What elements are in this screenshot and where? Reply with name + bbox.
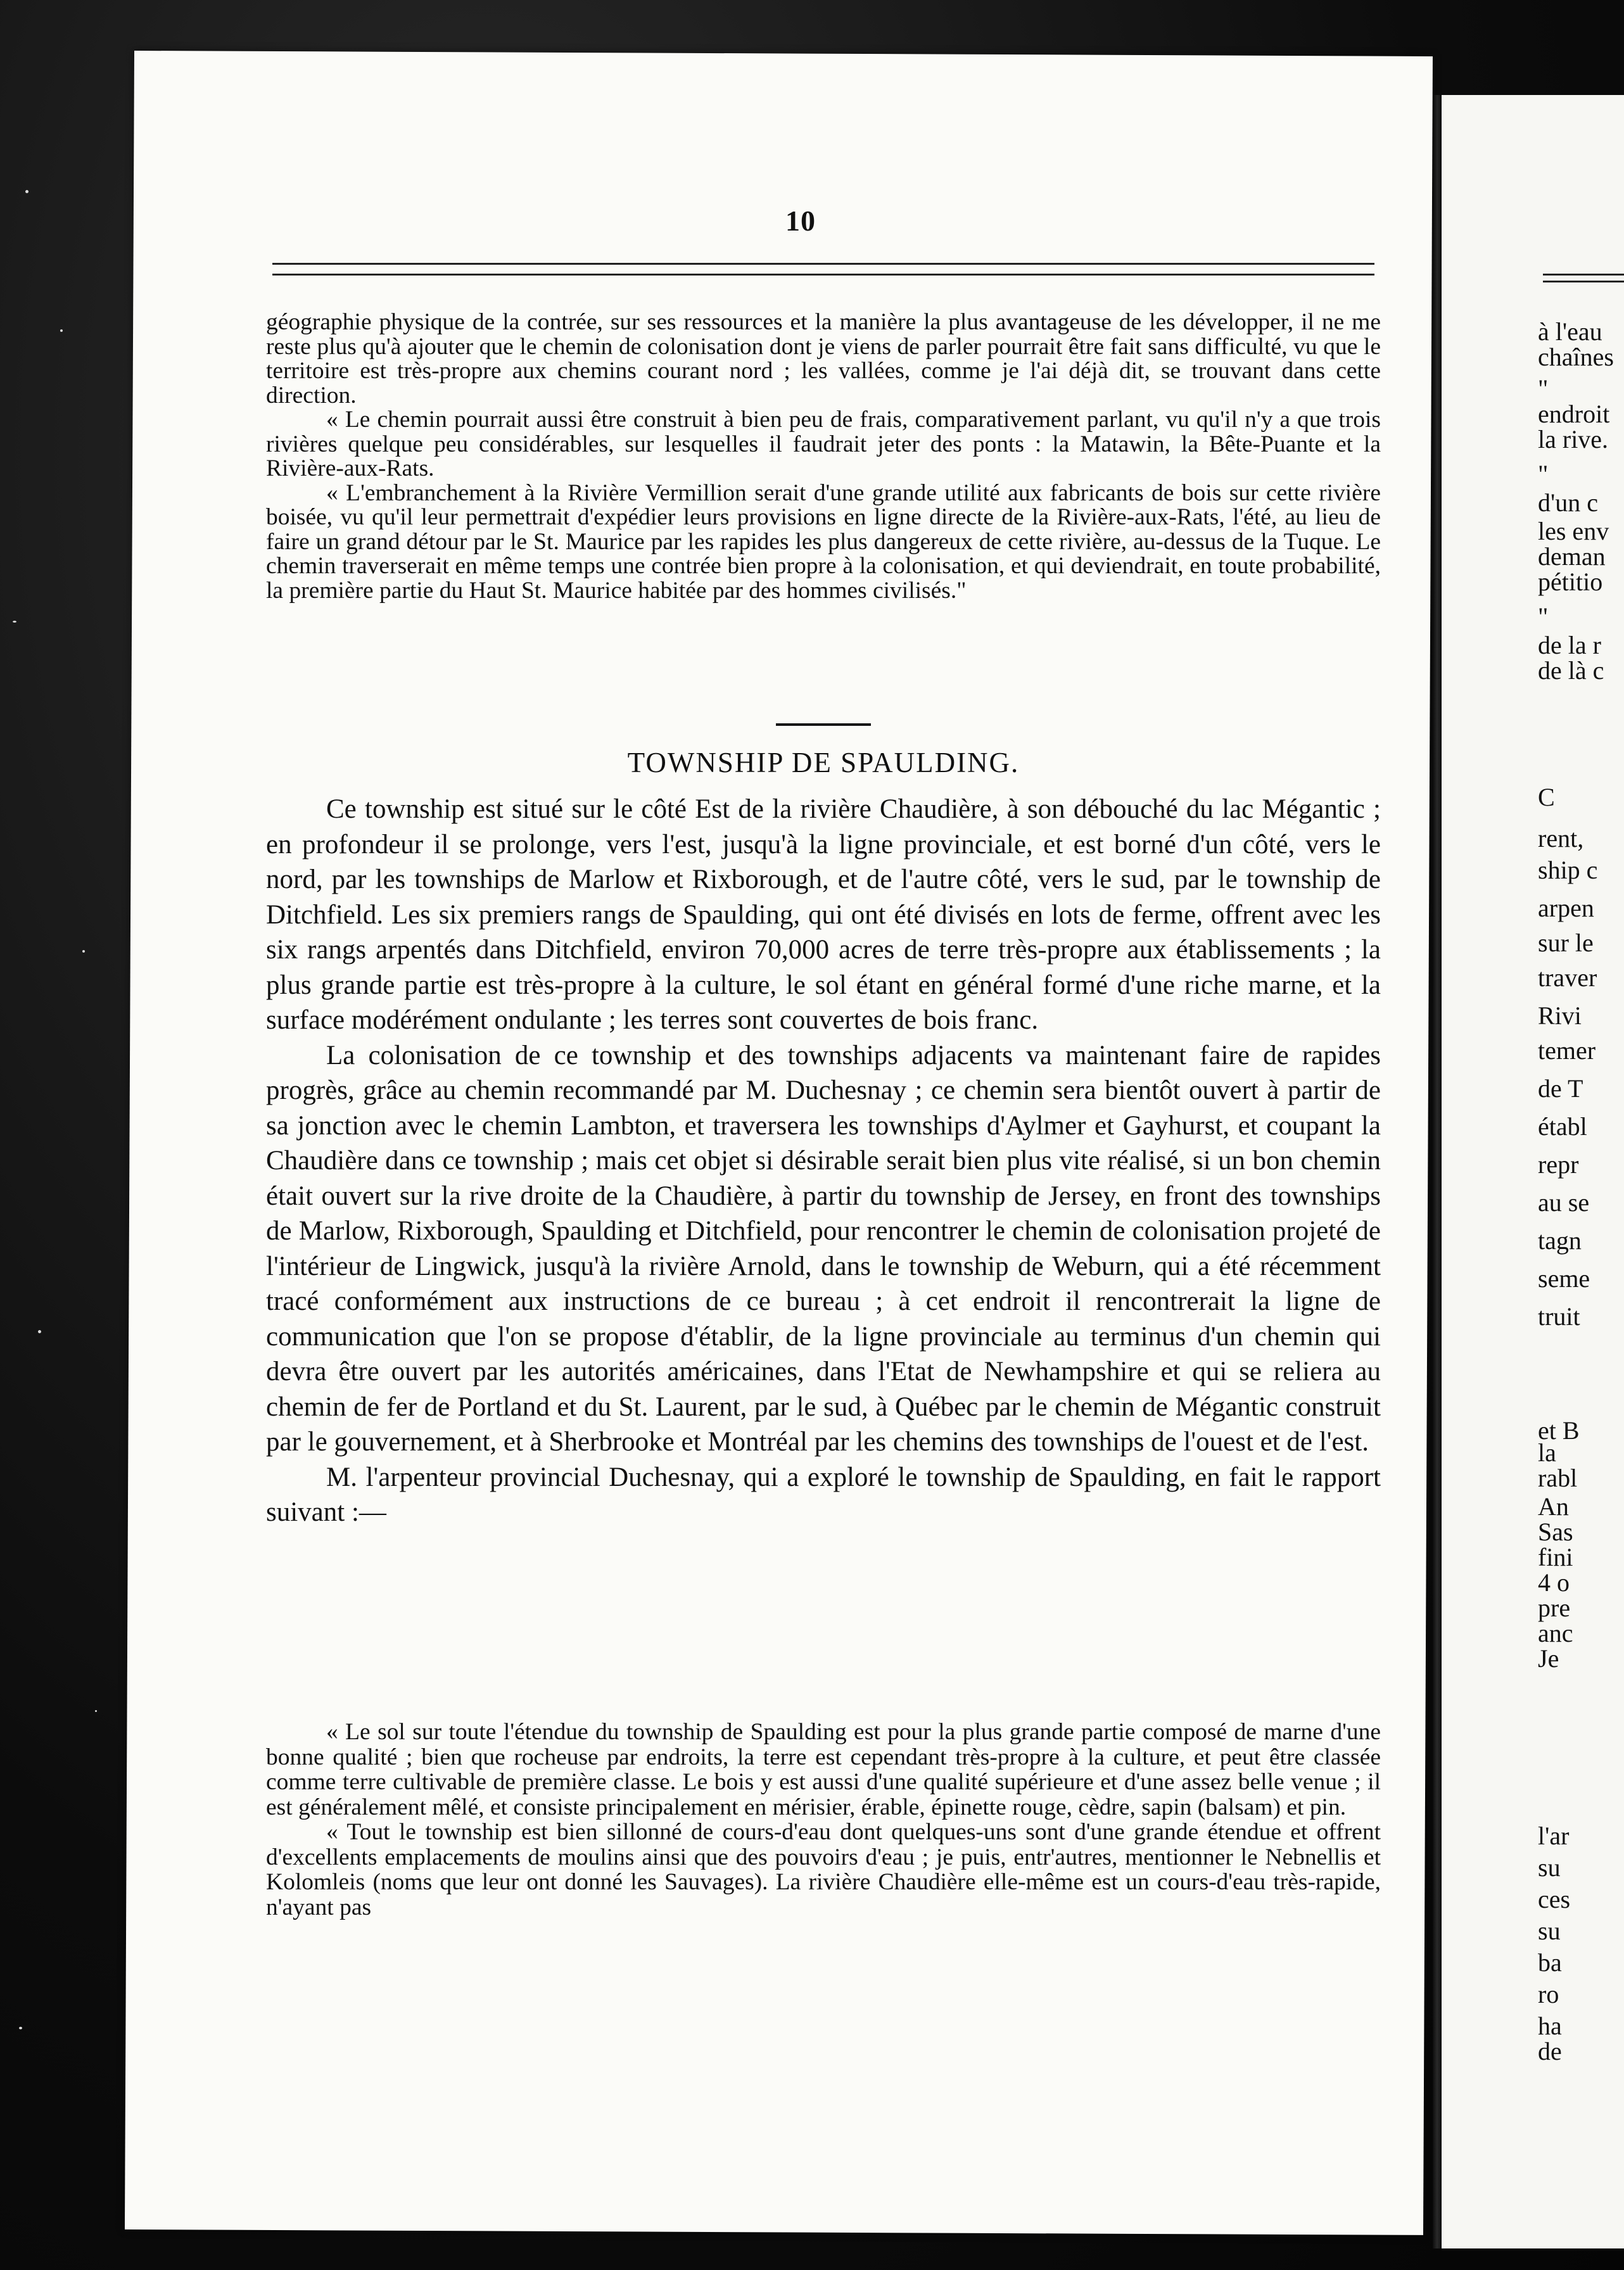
facing-page-fragment: ship c bbox=[1538, 856, 1598, 884]
body-paragraph: La colonisation de ce township et des townships adjacents va maintenant faire de rapides progrès, grâce au chemin recommandé par M. Duchesnay ; ce chemin sera bientôt ouvert à partir de sa jonction avec le chemin Lambton, et traversera les townships d'Aylmer et Gayhurst, et coupant la Chaudière dans ce township ; mais cet objet si désirable serait bien plus vite réalisé, si un bon chemin était ouvert sur la rive droite de la Chaudière, à partir du township de Jersey, en front des townships de Marlow, Rixborough, Spaulding et Ditchfield, pour rencontrer le chemin de colonisation projeté de l'intérieur de Lingwick, jusqu'à la rivière Arnold, dans le township de Weburn, qui a été récemment tracé conformément aux instructions de ce bureau ; à cet endroit il rencontrerait la ligne de communication que l'on se propose d'établir, de la ligne provinciale au terminus d'un chemin qui devra être ouvert par les autorités américaines, dans l'Etat de Newhampshire et qui se reliera au chemin de fer de Portland et du St. Laurent, par le sud, à Québec par le chemin de Mégantic construit par le gouvernement, et à Sherbrooke et Montréal par les chemins des townships de l'ouest et de l'est. bbox=[266, 1040, 1381, 1457]
body-paragraph: M. l'arpenteur provincial Duchesnay, qui a exploré le township de Spaulding, en fait le rapport suivant :— bbox=[266, 1462, 1381, 1527]
facing-page-fragment: la bbox=[1538, 1438, 1556, 1467]
facing-page-fragment: sur le bbox=[1538, 929, 1594, 957]
facing-page-fragment: de la r bbox=[1538, 631, 1601, 659]
facing-page-fragment: su bbox=[1538, 1853, 1561, 1882]
book-gutter bbox=[1433, 95, 1442, 2248]
facing-page-fragment: de là c bbox=[1538, 656, 1604, 685]
facing-page-fragment: arpen bbox=[1538, 894, 1594, 922]
facing-page-fragment: Rivi bbox=[1538, 1001, 1582, 1030]
facing-page-fragment: anc bbox=[1538, 1619, 1573, 1647]
facing-page-fragment: ces bbox=[1538, 1885, 1571, 1913]
facing-page-fragment: su bbox=[1538, 1917, 1561, 1945]
quoted-survey-block bbox=[266, 1720, 1381, 1920]
facing-page-fragment: à l'eau bbox=[1538, 317, 1602, 346]
facing-page-fragment: seme bbox=[1538, 1264, 1590, 1293]
facing-page-fragment: repr bbox=[1538, 1150, 1579, 1179]
facing-page-fragment: C bbox=[1538, 783, 1555, 811]
facing-page-text-fragments bbox=[1538, 0, 1624, 2270]
facing-page-fragment: fini bbox=[1538, 1543, 1573, 1571]
facing-page-fragment: Je bbox=[1538, 1644, 1559, 1673]
facing-page-fragment: ro bbox=[1538, 1980, 1559, 2008]
facing-page-fragment: chaînes bbox=[1538, 343, 1614, 371]
quote-paragraph: « L'embranchement à la Rivière Vermillion serait d'une grande utilité aux fabricants de bois sur cette rivière boisée, vu qu'il leur permettrait d'expédier leurs provisions en ligne directe de la Rivière-aux-Rats, l'été, au lieu de faire un grand détour par le St. Maurice par les rapides les plus dangereux de cette rivière, au-dessus de la Tuque. Le chemin traverserait en même temps une contrée bien propre à la colonisation, et qui deviendrait, en toute probabilité, la première partie du Haut St. Maurice habitée par des hommes civilisés." bbox=[266, 479, 1381, 604]
body-paragraph: Ce township est situé sur le côté Est de la rivière Chaudière, à son débouché du lac Mégantic ; en profondeur il se prolonge, vers l'est, jusqu'à la ligne provinciale, et est borné d'un côté, vers le nord, par les townships de Marlow et Rixborough, et de l'autre côté, vers le sud, par le township de Ditchfield. Les six premiers rangs de Spaulding, qui ont été divisés en lots de ferme, offrent avec les six rangs arpentés dans Ditchfield, environ 70,000 acres de terre très-propre aux établissements ; la plus grande partie est très-propre à la culture, le sol étant en général formé d'une riche marne, et la surface modérément ondulante ; les terres sont couvertes de bois franc. bbox=[266, 794, 1381, 1035]
scan-margin-noise bbox=[0, 0, 134, 2270]
facing-page-fragment: ba bbox=[1538, 1948, 1562, 1977]
section-heading: TOWNSHIP DE SPAULDING. bbox=[627, 747, 1020, 778]
page-number: 10 bbox=[785, 205, 816, 237]
facing-page-fragment: " bbox=[1538, 374, 1549, 403]
facing-page-fragment: d'un c bbox=[1538, 488, 1598, 517]
facing-page-fragment: endroit bbox=[1538, 400, 1610, 428]
facing-page-fragment: les env bbox=[1538, 517, 1609, 545]
quote-paragraph: « Le chemin pourrait aussi être construit à bien peu de frais, comparativement parlant, vu qu'il n'y a que trois rivières quelque peu considérables, sur lesquelles il faudrait jeter des ponts : la Matawin, la Bête-Puante et la Rivière-aux-Rats. bbox=[266, 407, 1381, 481]
quote-paragraph: géographie physique de la contrée, sur ses ressources et la manière la plus avantageuse de les développer, il ne me reste plus qu'à ajouter que le chemin de colonisation dont je viens de parler pourrait être fait sans difficulté, vu que le territoire est très-propre aux chemins courant nord ; les vallées, comme je l'ai déjà dit, se trouvant dans cette direction. bbox=[266, 309, 1381, 409]
facing-page-fragment: établ bbox=[1538, 1112, 1587, 1141]
header-rule bbox=[272, 263, 1374, 276]
facing-page-fragment: de bbox=[1538, 2037, 1562, 2065]
facing-page-fragment: ha bbox=[1538, 2012, 1562, 2040]
facing-page-fragment: " bbox=[1538, 602, 1549, 631]
quoted-report-block bbox=[266, 310, 1381, 603]
facing-page-fragment: de T bbox=[1538, 1074, 1583, 1103]
facing-page-fragment: l'ar bbox=[1538, 1822, 1570, 1850]
section-divider bbox=[776, 723, 871, 726]
facing-page-fragment: temer bbox=[1538, 1036, 1596, 1065]
facing-page-fragment: au se bbox=[1538, 1188, 1590, 1217]
facing-page-fragment: rabl bbox=[1538, 1464, 1578, 1492]
quote-paragraph: « Le sol sur toute l'étendue du township de Spaulding est pour la plus grande partie composé de marne d'une bonne qualité ; bien que rocheuse par endroits, la terre est cependant très-propre à la culture, et peut être classée comme terre cultivable de première classe. Le bois y est aussi d'une qualité supérieure et d'une assez belle venue ; il est généralement mêlé, et consiste principalement en mérisier, érable, épinette rouge, cèdre, sapin (balsam) et pin. bbox=[266, 1719, 1381, 1820]
facing-page-fragment: 4 o bbox=[1538, 1568, 1570, 1597]
facing-page-fragment: et B bbox=[1538, 1416, 1580, 1445]
facing-page-fragment: truit bbox=[1538, 1302, 1580, 1331]
facing-page-fragment: Sas bbox=[1538, 1518, 1573, 1546]
facing-page-fragment: pre bbox=[1538, 1594, 1571, 1622]
facing-page-fragment: " bbox=[1538, 460, 1549, 488]
facing-page-fragment: traver bbox=[1538, 963, 1597, 992]
facing-page-fragment: la rive. bbox=[1538, 425, 1609, 453]
facing-page-fragment: rent, bbox=[1538, 824, 1584, 853]
quote-paragraph: « Tout le township est bien sillonné de cours-d'eau dont quelques-uns sont d'une grande étendue et offrent d'excellents emplacements de moulins ainsi que des pouvoirs d'eau ; je puis, entr'autres, mentionner le Nebnellis et Kolomleis (noms que leur ont donné les Sauvages). La rivière Chaudière elle-même est un cours-d'eau très-rapide, n'ayant pas bbox=[266, 1819, 1381, 1920]
facing-page-fragment: tagn bbox=[1538, 1226, 1582, 1255]
facing-page-fragment: deman bbox=[1538, 542, 1606, 571]
body-text bbox=[266, 792, 1381, 1530]
facing-page-fragment: pétitio bbox=[1538, 568, 1603, 596]
facing-page-fragment: An bbox=[1538, 1492, 1569, 1521]
